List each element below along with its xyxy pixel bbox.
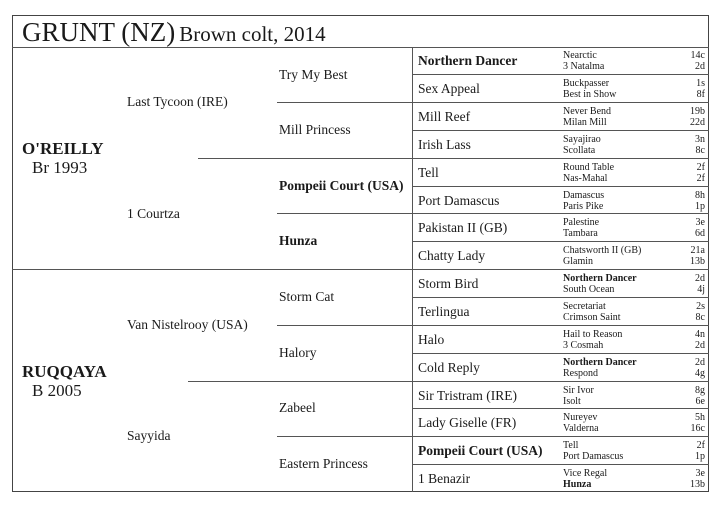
g3-8: Chatty Lady	[418, 248, 486, 263]
g4-family: 16c	[690, 423, 705, 434]
dam-details: B 2005	[32, 381, 82, 400]
g4-family: 8f	[696, 89, 705, 100]
g1-sire-sire: Last Tycoon (IRE)	[127, 94, 228, 109]
g4-name: Sir Ivor	[563, 385, 594, 396]
g1-dam-sire: Van Nistelrooy (USA)	[127, 317, 248, 332]
horse-description: Brown colt, 2014	[179, 22, 326, 46]
g3-6: Port Damascus	[418, 193, 500, 208]
g3-divider	[412, 381, 709, 382]
g4-name: Sayajirao	[563, 134, 601, 145]
g4-name: Round Table	[563, 162, 615, 173]
g4-family: 19b	[690, 106, 705, 117]
g4-family: 2d	[695, 357, 705, 368]
g3-15: Pompeii Court (USA)	[418, 443, 543, 458]
dam-name: RUQQAYA	[22, 362, 107, 381]
g3-divider	[412, 158, 709, 159]
g3-divider	[412, 102, 709, 103]
g4-name: Chatsworth II (GB)	[563, 245, 642, 256]
g4-family: 22d	[690, 117, 705, 128]
g3-divider	[412, 325, 709, 326]
g3-divider	[412, 436, 709, 437]
horse-name: GRUNT (NZ)	[22, 17, 176, 47]
g2-divider-2	[277, 213, 412, 214]
g4-family: 2f	[696, 173, 705, 184]
g2-5: Storm Cat	[279, 289, 335, 304]
g2-4: Hunza	[279, 233, 318, 248]
g2-6: Halory	[279, 345, 317, 360]
g4-family: 2d	[695, 273, 705, 284]
g3-16: 1 Benazir	[418, 471, 471, 486]
g3-divider	[412, 130, 709, 131]
g4-name: Paris Pike	[563, 201, 604, 212]
g4-name: Isolt	[563, 396, 581, 407]
g4-name: Glamin	[563, 256, 593, 267]
g4-name: Hunza	[563, 479, 592, 490]
g4-family: 13b	[690, 256, 705, 267]
g2-divider-1	[277, 102, 412, 103]
g4-name: Northern Dancer	[563, 273, 637, 284]
g4-family: 14c	[690, 50, 705, 61]
sire-details: Br 1993	[32, 158, 88, 177]
g4-family: 2f	[696, 162, 705, 173]
g4-family: 13b	[690, 479, 705, 490]
g4-name: Secretariat	[563, 301, 606, 312]
g4-name: Damascus	[563, 190, 605, 201]
g4-family: 21a	[690, 245, 705, 256]
g4-name: 3 Natalma	[563, 61, 605, 72]
g2-divider-4	[277, 436, 412, 437]
g4-family: 8c	[695, 145, 705, 156]
g4-family: 2s	[696, 301, 705, 312]
g3-column-divider	[412, 47, 413, 492]
g3-divider	[412, 464, 709, 465]
g2-2: Mill Princess	[279, 122, 351, 137]
g4-name: Valderna	[563, 423, 599, 434]
g4-name: Milan Mill	[563, 117, 607, 128]
g3-divider	[412, 297, 709, 298]
g4-family: 4g	[695, 368, 705, 379]
g4-name: South Ocean	[563, 284, 615, 295]
g4-family: 6e	[695, 396, 705, 407]
title-divider	[12, 47, 709, 48]
g3-10: Terlingua	[418, 304, 470, 319]
g3-2: Sex Appeal	[418, 81, 480, 96]
g3-9: Storm Bird	[418, 276, 479, 291]
g3-divider	[412, 408, 709, 409]
g4-family: 4n	[695, 329, 705, 340]
g4-family: 1p	[695, 201, 705, 212]
g4-name: Vice Regal	[563, 468, 608, 479]
g3-5: Tell	[418, 165, 439, 180]
g3-divider	[412, 186, 709, 187]
g4-name: Nearctic	[563, 50, 597, 61]
g4-family: 3e	[695, 468, 705, 479]
g4-family: 8c	[695, 312, 705, 323]
g1-sire-dam: 1 Courtza	[127, 206, 180, 221]
g4-name: Scollata	[563, 145, 596, 156]
g3-7: Pakistan II (GB)	[418, 220, 508, 235]
g3-11: Halo	[418, 332, 445, 347]
g4-family: 2d	[695, 340, 705, 351]
g4-name: Best in Show	[563, 89, 617, 100]
g4-name: Port Damascus	[563, 451, 624, 462]
g4-family: 5h	[695, 412, 705, 423]
g3-divider	[412, 241, 709, 242]
g3-3: Mill Reef	[418, 109, 471, 124]
g2-8: Eastern Princess	[279, 456, 368, 471]
g4-name: Nureyev	[563, 412, 598, 423]
pedigree-title	[22, 17, 326, 48]
g3-1: Northern Dancer	[418, 53, 518, 68]
g4-name: Never Bend	[563, 106, 612, 117]
g2-divider-3	[277, 325, 412, 326]
g4-family: 1p	[695, 451, 705, 462]
g4-name: Respond	[563, 368, 598, 379]
g4-family: 8g	[695, 385, 705, 396]
g4-name: Crimson Saint	[563, 312, 621, 323]
g3-divider	[412, 213, 709, 214]
g4-name: 3 Cosmah	[563, 340, 604, 351]
g1-divider-top	[198, 158, 412, 159]
g4-name: Northern Dancer	[563, 357, 637, 368]
g4-family: 8h	[695, 190, 705, 201]
g4-family: 2f	[696, 440, 705, 451]
g4-name: Palestine	[563, 217, 600, 228]
sire-name: O'REILLY	[22, 139, 104, 158]
g4-name: Nas-Mahal	[563, 173, 608, 184]
g4-family: 6d	[695, 228, 705, 239]
g4-family: 3n	[695, 134, 705, 145]
g4-family: 1s	[696, 78, 705, 89]
sire-dam-divider	[12, 269, 709, 270]
g2-3: Pompeii Court (USA)	[279, 178, 404, 193]
g4-name: Hail to Reason	[563, 329, 623, 340]
g3-14: Lady Giselle (FR)	[418, 415, 517, 430]
g4-family: 3e	[695, 217, 705, 228]
g3-divider	[412, 353, 709, 354]
g4-family: 2d	[695, 61, 705, 72]
g4-name: Tambara	[563, 228, 598, 239]
g3-4: Irish Lass	[418, 137, 471, 152]
g3-13: Sir Tristram (IRE)	[418, 388, 518, 403]
g4-name: Tell	[563, 440, 579, 451]
g1-divider-bottom	[188, 381, 412, 382]
g3-divider	[412, 74, 709, 75]
g2-1: Try My Best	[279, 67, 348, 82]
g3-12: Cold Reply	[418, 360, 480, 375]
g4-name: Buckpasser	[563, 78, 610, 89]
g1-dam-dam: Sayyida	[127, 428, 171, 443]
g4-family: 4j	[697, 284, 705, 295]
g2-7: Zabeel	[279, 400, 316, 415]
